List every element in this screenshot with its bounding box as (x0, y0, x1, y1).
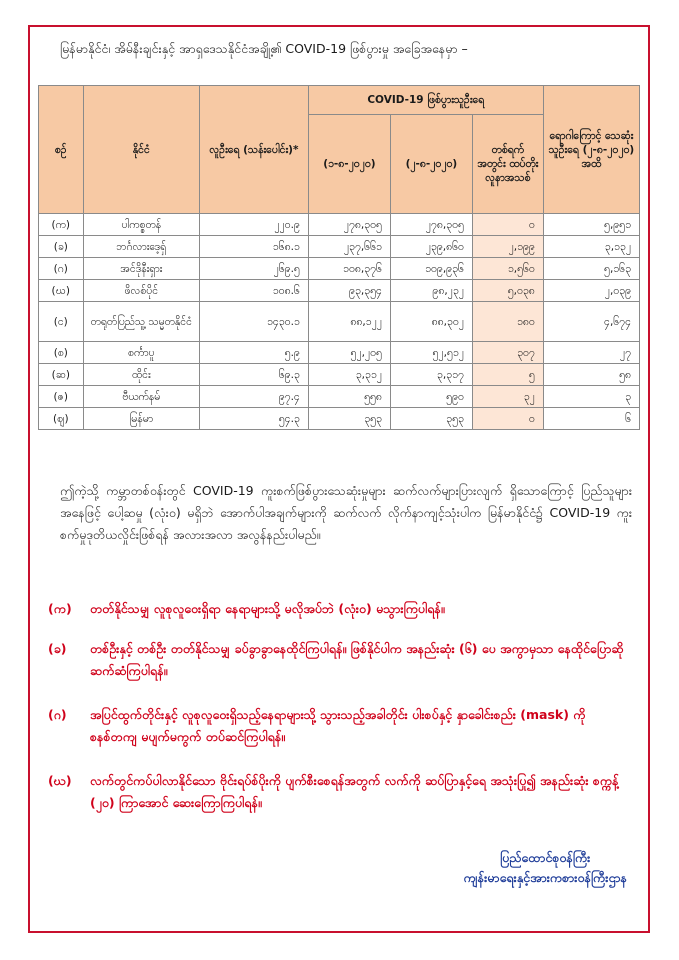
rule-marker: (က) (48, 601, 72, 616)
header-country: နိုင်ငံ (83, 86, 200, 214)
cell-population: ၂၆၉.၅ (200, 258, 309, 280)
cell-cases-aug1: ၅၅၈ (308, 386, 390, 408)
cell-new-cases: ၃၀၇ (472, 342, 543, 364)
cell-country: ဗီယက်နမ် (83, 386, 200, 408)
cell-country: မြန်မာ (83, 408, 200, 430)
cell-deaths: ၃ (543, 386, 639, 408)
table-body (39, 214, 640, 430)
cell-population: ၅.၉ (200, 342, 309, 364)
cell-cases-aug1: ၁၀၈,၃၇၆ (308, 258, 390, 280)
cell-deaths: ၃,၁၃၂ (543, 236, 639, 258)
rule-text: အပြင်ထွက်တိုင်းနှင့် လူစုလူဝေးရှိသည့်နေရာများသို့ သွားသည့်အခါတိုင်း ပါးစပ်နှင့် နှာခေါင်းစည်း (mask) ကို စနစ်တကျ မပျက်မကွက် တပ်ဆင်ကြပါရန်။ (90, 707, 586, 744)
cell-new-cases: ၅,၀၃၈ (472, 280, 543, 302)
cell-deaths: ၂,၀၃၉ (543, 280, 639, 302)
table-row (39, 280, 640, 302)
cell-population: ၂၂၀.၉ (200, 214, 309, 236)
cell-no: (ဈ) (39, 408, 84, 430)
cell-cases-aug1: ၂၇၈,၃၀၅ (308, 214, 390, 236)
rule-item (48, 770, 633, 814)
covid-table (38, 85, 640, 430)
header-cases-aug1: (၁-၈-၂၀၂၀) (308, 115, 390, 214)
cell-no: (စ) (39, 342, 84, 364)
cell-new-cases: ၁၈၀ (472, 302, 543, 342)
cell-cases-aug2: ၂၇၈,၃၀၅ (390, 214, 472, 236)
cell-no: (င) (39, 302, 84, 342)
cell-no: (ခ) (39, 236, 84, 258)
header-population: လူဦးရေ (သန်းပေါင်း)* (200, 86, 309, 214)
cell-population: ၅၄.၃ (200, 408, 309, 430)
cell-deaths: ၅၈ (543, 364, 639, 386)
table-row (39, 342, 640, 364)
table-row (39, 214, 640, 236)
rule-marker: (ဃ) (48, 773, 72, 788)
cell-cases-aug2: ၁၀၉,၉၃၆ (390, 258, 472, 280)
cell-cases-aug1: ၈၈,၁၂၂ (308, 302, 390, 342)
cell-deaths: ၅,၁၆၃ (543, 258, 639, 280)
signature-block (463, 848, 627, 888)
cell-cases-aug2: ၂၃၉,၈၆၀ (390, 236, 472, 258)
cell-new-cases: ၀ (472, 408, 543, 430)
header-no: စဉ် (39, 86, 84, 214)
cell-population: ၉၇.၄ (200, 386, 309, 408)
table-row (39, 364, 640, 386)
cell-cases-aug2: ၅၂,၅၁၂ (390, 342, 472, 364)
header-cases-aug2: (၂-၈-၂၀၂၀) (390, 115, 472, 214)
header-deaths: ရောဂါကြောင့် သေဆုံးသူဦးရေ (၂-၈-၂၀၂၀) အထိ (543, 86, 639, 214)
cell-population: ၁၀၈.၆ (200, 280, 309, 302)
rule-item (48, 638, 633, 682)
cell-country: အင်ဒိုနီးရှား (83, 258, 200, 280)
cell-new-cases: ၃၂ (472, 386, 543, 408)
cell-new-cases: ၀ (472, 214, 543, 236)
cell-no: (ဂ) (39, 258, 84, 280)
header-cases-group: COVID-19 ဖြစ်ပွားသူဦးရေ (308, 86, 543, 115)
signature-line1: ပြည်ထောင်စုဝန်ကြီး (500, 850, 591, 865)
header-new-cases: တစ်ရက် အတွင်း ထပ်တိုး လူနာအသစ် (472, 115, 543, 214)
signature-line2: ကျန်းမာရေးနှင့်အားကစားဝန်ကြီးဌာန (463, 870, 627, 885)
cell-new-cases: ၁,၅၆၀ (472, 258, 543, 280)
cell-country: ထိုင်း (83, 364, 200, 386)
cell-no: (ဆ) (39, 364, 84, 386)
document-title: မြန်မာနိုင်ငံ၊ အိမ်နီးချင်းနှင့် အာရှဒေသနိုင်ငံအချို့၏ COVID-19 ဖြစ်ပွားမှု အခြေအနေမှာ – (60, 41, 468, 56)
cell-new-cases: ၂,၁၉၉ (472, 236, 543, 258)
cell-cases-aug1: ၂၃၇,၆၆၁ (308, 236, 390, 258)
rule-marker: (ဂ) (48, 707, 67, 722)
cell-new-cases: ၅ (472, 364, 543, 386)
cell-cases-aug2: ၈၈,၃၀၂ (390, 302, 472, 342)
cell-deaths: ၅,၉၅၁ (543, 214, 639, 236)
cell-no: (ဃ) (39, 280, 84, 302)
cell-cases-aug1: ၅၂,၂၀၅ (308, 342, 390, 364)
cell-cases-aug2: ၃,၃၁၇ (390, 364, 472, 386)
cell-no: (က) (39, 214, 84, 236)
cell-cases-aug2: ၃၅၃ (390, 408, 472, 430)
cell-deaths: ၄,၆၇၄ (543, 302, 639, 342)
table-row (39, 236, 640, 258)
rule-item (48, 598, 633, 620)
cell-cases-aug2: ၉၈,၂၃၂ (390, 280, 472, 302)
cell-cases-aug1: ၉၃,၃၅၄ (308, 280, 390, 302)
rule-text: တစ်ဦးနှင့် တစ်ဦး တတ်နိုင်သမျှ ခပ်ခွာခွာနေထိုင်ကြပါရန်။ ဖြစ်နိုင်ပါက အနည်းဆုံး (၆) ပေ အကွာမှသာ နေထိုင်ပြောဆိုဆက်ဆံကြပါရန်။ (90, 641, 624, 678)
cell-deaths: ၂၇ (543, 342, 639, 364)
cell-population: ၁၄၃၀.၁ (200, 302, 309, 342)
cell-country: ပါကစ္စတန် (83, 214, 200, 236)
cell-cases-aug1: ၃၅၃ (308, 408, 390, 430)
cell-population: ၆၉.၃ (200, 364, 309, 386)
cell-deaths: ၆ (543, 408, 639, 430)
cell-cases-aug2: ၅၉၀ (390, 386, 472, 408)
rule-item (48, 704, 633, 748)
cell-country: စင်္ကာပူ (83, 342, 200, 364)
rule-text: တတ်နိုင်သမျှ လူစုလူဝေးရှိရာ နေရာများသို့ မလိုအပ်ဘဲ (လုံး၀) မသွားကြပါရန်။ (90, 601, 445, 616)
rule-marker: (ခ) (48, 641, 67, 656)
table-row (39, 258, 640, 280)
table-row (39, 408, 640, 430)
table-row (39, 386, 640, 408)
cell-no: (ဇ) (39, 386, 84, 408)
cell-country: ဘင်္ဂလားဒေ့ရှ် (83, 236, 200, 258)
table-row (39, 302, 640, 342)
cell-country: တရုတ်ပြည်သူ့ သမ္မတနိုင်ငံ (83, 302, 200, 342)
rule-text: လက်တွင်ကပ်ပါလာနိုင်သော ဗိုင်းရပ်စ်ပိုးကို ပျက်စီးစေရန်အတွက် လက်ကို ဆပ်ပြာနှင့်ရေ အသုံးပြု၍ အနည်းဆုံး စက္ကန့် (၂၀) ကြာအောင် ဆေးကြောကြပါရန်။ (90, 773, 619, 810)
advisory-paragraph: ဤကဲ့သို့ ကမ္ဘာတစ်ဝန်းတွင် COVID-19 ကူးစက်ဖြစ်ပွားသေဆုံးမှုများ ဆက်လက်များပြားလျက် ရှိသောကြောင့် ပြည်သူများအနေဖြင့် ပေါ့ဆမှု (လုံး၀) မရှိဘဲ အောက်ပါအချက်များကို ဆက်လက် လိုက်နာကျင့်သုံးပါက မြန်မာနိုင်ငံ၌ COVID-19 ကူးစက်မှုဒုတိယလှိုင်းဖြစ်ရန် အလားအလာ အလွန်နည်းပါမည်။ (60, 483, 632, 542)
cell-population: ၁၆၈.၁ (200, 236, 309, 258)
cell-cases-aug1: ၃,၃၁၂ (308, 364, 390, 386)
cell-country: ဖိလစ်ပိုင် (83, 280, 200, 302)
